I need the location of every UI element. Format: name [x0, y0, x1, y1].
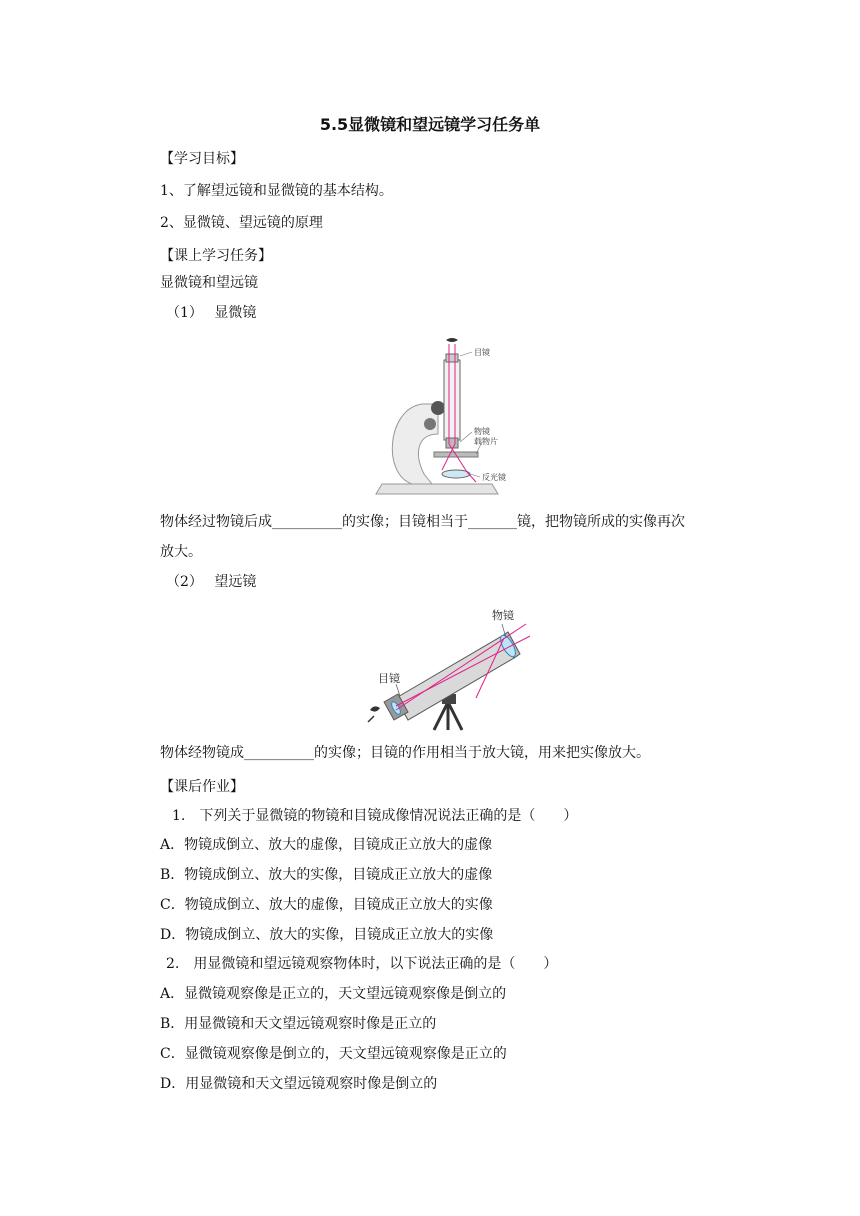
question-1-stem: 1. 下列关于显微镜的物镜和目镜成像情况说法正确的是（ ）: [172, 808, 578, 824]
task-heading: 【课上学习任务】: [160, 248, 272, 264]
part1-label: （1） 显微镜: [166, 305, 257, 321]
reflector-mirror: [442, 470, 470, 478]
question-1-option-c: C．物镜成倒立、放大的虚像，目镜成正立放大的实像: [160, 897, 493, 913]
question-1-option-a: A．物镜成倒立、放大的虚像，目镜成正立放大的虚像: [160, 837, 493, 853]
question-2-stem: 2. 用显微镜和望远镜观察物体时，以下说法正确的是（ ）: [166, 956, 558, 972]
microscope-figure: [372, 334, 522, 500]
label-slide: 载物片: [474, 437, 498, 446]
microscope-arm: [392, 404, 438, 484]
goals-heading: 【学习目标】: [160, 151, 244, 167]
microscope-tube: [444, 360, 460, 440]
task-subtitle: 显微镜和望远镜: [160, 275, 258, 291]
goal-1: 1、了解望远镜和显微镜的基本结构。: [160, 183, 393, 199]
question-2-option-a: A．显微镜观察像是正立的，天文望远镜观察像是倒立的: [160, 986, 507, 1002]
part2-label: （2） 望远镜: [166, 574, 257, 590]
eye-icon: [370, 706, 380, 711]
question-2-option-b: B．用显微镜和天文望远镜观察时像是正立的: [160, 1016, 437, 1032]
objective-lens: [446, 438, 458, 448]
question-1-option-d: D．物镜成倒立、放大的实像，目镜成正立放大的实像: [160, 927, 494, 943]
label-objective: 物镜: [492, 609, 514, 622]
question-1-option-b: B．物镜成倒立、放大的实像，目镜成正立放大的虚像: [160, 867, 493, 883]
homework-heading: 【课后作业】: [160, 779, 244, 795]
label-mirror: 反光镜: [482, 473, 506, 482]
coarse-knob: [431, 401, 445, 415]
page-title: 5.5显微镜和望远镜学习任务单: [319, 115, 541, 134]
label-eyepiece: 目镜: [474, 348, 490, 357]
question-2-option-d: D．用显微镜和天文望远镜观察时像是倒立的: [160, 1076, 438, 1092]
telescope-tube: [396, 636, 514, 720]
fine-knob: [424, 418, 436, 430]
part1-text-line1: 物体经过物镜后成__________的实像；目镜相当于_______镜，把物镜所成的实像再次: [160, 514, 685, 530]
question-2-option-c: C．显微镜观察像是倒立的，天文望远镜观察像是正立的: [160, 1046, 507, 1062]
goal-2: 2、显微镜、望远镜的原理: [160, 215, 323, 231]
telescope-figure: [356, 602, 532, 732]
label-eyepiece: 目镜: [378, 672, 400, 685]
part2-text: 物体经物镜成__________的实像；目镜的作用相当于放大镜，用来把实像放大。: [160, 745, 650, 761]
eye-icon: [446, 338, 458, 342]
label-objective: 物镜: [474, 427, 490, 436]
microscope-base: [376, 484, 498, 494]
part1-text-line2: 放大。: [160, 544, 202, 560]
